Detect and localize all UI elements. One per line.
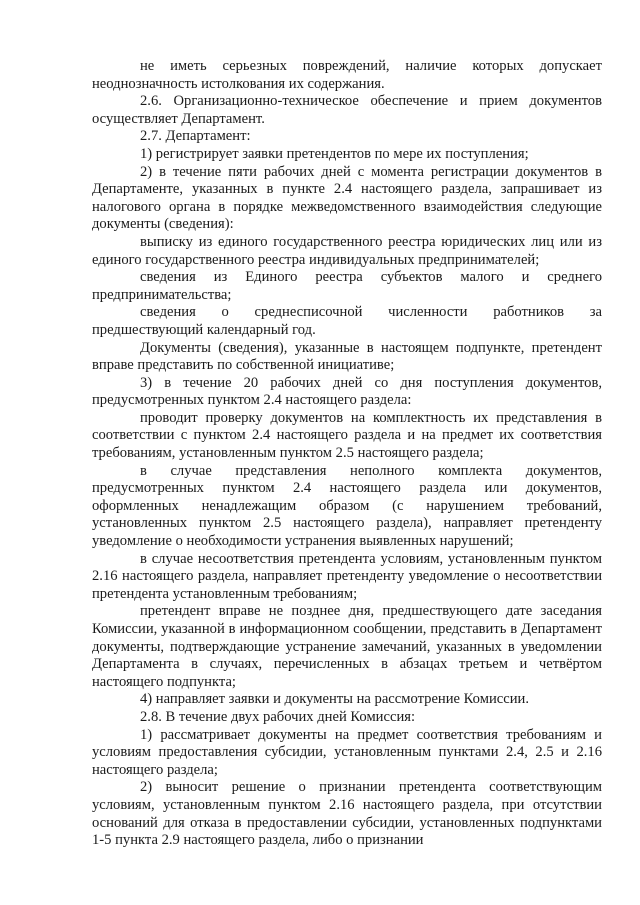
paragraph: 1) регистрирует заявки претендентов по мере их поступления; bbox=[140, 145, 529, 162]
paragraph: 2) выносит решение о признании претендента соответствующим условиям, установленным пунктом 2.16 настоящего раздела, при отсутствии оснований для отказа в предоставлении субсидии, установленных подпунктами 1-5 пункта 2.9 настоящего раздела, либо о признании bbox=[92, 779, 602, 849]
paragraph: в случае несоответствия претендента условиям, установленным пунктом 2.16 настоящего раздела, направляет претенденту уведомление о несоответствии претендента установленным требованиям; bbox=[92, 550, 602, 602]
paragraph: сведения из Единого реестра субъектов малого и среднего предпринимательства; bbox=[92, 269, 602, 303]
paragraph: не иметь серьезных повреждений, наличие которых допускает неоднозначность истолкования их содержания. bbox=[92, 58, 602, 92]
paragraph: сведения о среднесписочной численности работников за предшествующий календарный год. bbox=[92, 304, 602, 338]
paragraph: Документы (сведения), указанные в настоящем подпункте, претендент вправе представить по собственной инициативе; bbox=[92, 339, 602, 374]
paragraph: 2) в течение пяти рабочих дней с момента регистрации документов в Департаменте, указанных в пункте 2.4 настоящего раздела, запрашивает из налогового органа в порядке межведомственного взаимодействия следующие документы (сведения): bbox=[92, 163, 602, 233]
paragraph: 2.6. Организационно-техническое обеспечение и прием документов осуществляет Департамент. bbox=[92, 93, 602, 127]
paragraph: 4) направляет заявки и документы на рассмотрение Комиссии. bbox=[140, 691, 529, 708]
paragraph: проводит проверку документов на комплектность их представления в соответствии с пунктом 2.4 настоящего раздела и на предмет их соответствия требованиям, установленным пунктом 2.5 настоящего раздела; bbox=[92, 409, 602, 462]
paragraph: в случае представления неполного комплекта документов, предусмотренных пунктом 2.4 настоящего раздела или документов, оформленных ненадлежащим образом (с нарушением требований, установленных пунктом 2.5 настоящего раздела), направляет претенденту уведомление о необходимости устранения выявленных нарушений; bbox=[92, 462, 602, 550]
paragraph: 1) рассматривает документы на предмет соответствия требованиям и условиям предоставления субсидии, установленным пунктами 2.4, 2.5 и 2.16 настоящего раздела; bbox=[92, 726, 602, 778]
paragraph: выписку из единого государственного реестра юридических лиц или из единого государственного реестра индивидуальных предпринимателей; bbox=[92, 233, 602, 268]
paragraph: 2.8. В течение двух рабочих дней Комиссия: bbox=[140, 708, 416, 725]
paragraph: 3) в течение 20 рабочих дней со дня поступления документов, предусмотренных пунктом 2.4 настоящего раздела: bbox=[92, 374, 602, 409]
paragraph: претендент вправе не позднее дня, предшествующего дате заседания Комиссии, указанной в информационном сообщении, представить в Департамент документы, подтверждающие устранение замечаний, указанных в уведомлении Департамента в случаях, перечисленных в абзацах третьем и четвёртом настоящего подпункта; bbox=[92, 603, 602, 690]
paragraph: 2.7. Департамент: bbox=[140, 128, 251, 145]
